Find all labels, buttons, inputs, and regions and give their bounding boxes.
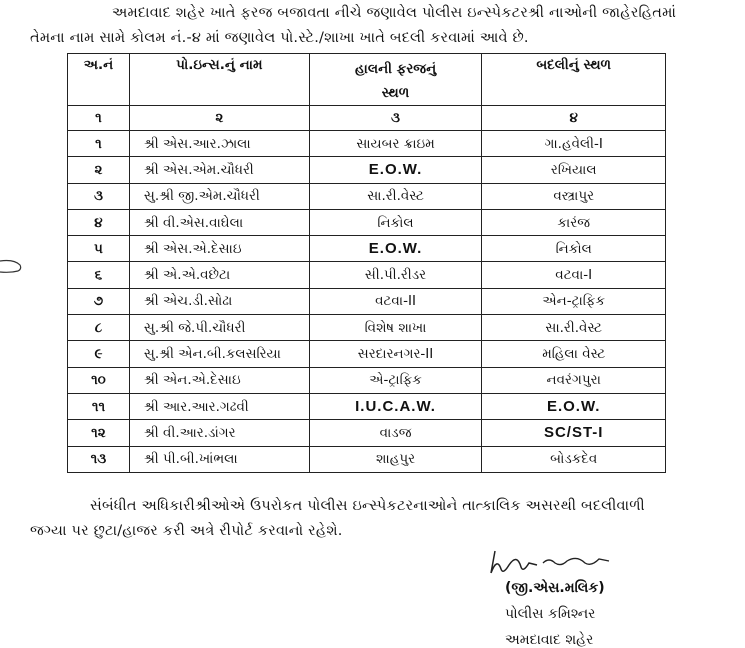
table-header-row (68, 54, 666, 106)
current-post-cell: શાહપુર (309, 446, 482, 472)
transfer-place-cell: એન-ટ્રાફિક (482, 288, 666, 314)
name-cell: શ્રી એસ.આર.ઝાલા (129, 131, 309, 157)
header-serial: અ.નં (68, 54, 130, 106)
table-row (68, 341, 666, 367)
transfer-place-cell: નિકોલ (482, 236, 666, 262)
col-number: ૩ (309, 106, 482, 131)
serial-cell: ૯ (68, 341, 130, 367)
name-cell: શ્રી વી.આર.ડાંગર (129, 420, 309, 446)
serial-cell: ૨ (68, 157, 130, 183)
serial-cell: ૪ (68, 209, 130, 235)
signatory-name: (જી.એસ.મલિક) (505, 580, 605, 596)
closing-paragraph (30, 494, 720, 544)
transfer-place-cell: મહિલા વેસ્ટ (482, 341, 666, 367)
current-post-cell: E.O.W. (309, 236, 482, 262)
serial-cell: ૫ (68, 236, 130, 262)
current-post-cell: સરદારનગર-II (309, 341, 482, 367)
column-number-row (68, 106, 666, 131)
serial-cell: ૧૨ (68, 420, 130, 446)
serial-cell: ૧૦ (68, 367, 130, 393)
current-post-cell: સી.પી.રીડર (309, 262, 482, 288)
transfer-place-cell: વસ્ત્રાપુર (482, 183, 666, 209)
current-post-cell: સા.રી.વેસ્ટ (309, 183, 482, 209)
col-number: ૨ (129, 106, 309, 131)
current-post-cell: નિકોલ (309, 209, 482, 235)
current-post-cell: સાયબર ક્રાઇમ (309, 131, 482, 157)
serial-cell: ૧૧ (68, 393, 130, 419)
table-row (68, 288, 666, 314)
serial-cell: ૩ (68, 183, 130, 209)
name-cell: શ્રી એચ.ડી.સોઢા (129, 288, 309, 314)
header-name: પો.ઇન્સ.નું નામ (129, 54, 309, 106)
transfer-place-cell: સા.રી.વેસ્ટ (482, 315, 666, 341)
serial-cell: ૮ (68, 315, 130, 341)
name-cell: શ્રી વી.એસ.વાઘેલા (129, 209, 309, 235)
name-cell: સુ.શ્રી એન.બી.કલસરિયા (129, 341, 309, 367)
table-row (68, 446, 666, 472)
transfer-place-cell: બોડકદેવ (482, 446, 666, 472)
closing-line-1: સંબંધીત અધિકારીશ્રીઓએ ઉપરોકત પોલીસ ઇન્સ્પેકટરનાઓને તાત્કાલિક અસરથી બદલીવાળી (90, 498, 645, 514)
table-row (68, 262, 666, 288)
serial-cell: ૧૩ (68, 446, 130, 472)
transfer-table (67, 53, 666, 473)
col-number: ૪ (482, 106, 666, 131)
transfer-place-cell: વટવા-I (482, 262, 666, 288)
signature-scribble (487, 547, 627, 581)
name-cell: શ્રી એસ.એમ.ચૌધરી (129, 157, 309, 183)
name-cell: શ્રી એસ.એ.દેસાઇ (129, 236, 309, 262)
transfer-place-cell: E.O.W. (482, 393, 666, 419)
name-cell: શ્રી એ.એ.વછેટા (129, 262, 309, 288)
current-post-cell: I.U.C.A.W. (309, 393, 482, 419)
signatory-title: પોલીસ કમિશ્નર (505, 606, 596, 622)
signatory-city: અમદાવાદ શહેર (505, 632, 594, 648)
transfer-place-cell: કારંજ (482, 209, 666, 235)
table-row (68, 420, 666, 446)
current-post-cell: વિશેષ શાખા (309, 315, 482, 341)
table-row (68, 315, 666, 341)
transfer-place-cell: ગા.હવેલી-I (482, 131, 666, 157)
table-row (68, 131, 666, 157)
table-row (68, 183, 666, 209)
serial-cell: ૭ (68, 288, 130, 314)
name-cell: શ્રી પી.બી.ખાંભલા (129, 446, 309, 472)
current-post-cell: E.O.W. (309, 157, 482, 183)
name-cell: શ્રી એન.એ.દેસાઇ (129, 367, 309, 393)
col-number: ૧ (68, 106, 130, 131)
page-edge-mark (0, 257, 30, 279)
closing-line-2: જગ્યા પર છુટા/હાજર કરી અત્રે રીપોર્ટ કરવાનો રહેશે. (30, 523, 343, 539)
header-transfer-place: બદલીનું સ્થળ (482, 54, 666, 106)
intro-paragraph (30, 1, 720, 51)
name-cell: સુ.શ્રી જી.એમ.ચૌધરી (129, 183, 309, 209)
current-post-cell: એ-ટ્રાફિક (309, 367, 482, 393)
name-cell: શ્રી આર.આર.ગઢવી (129, 393, 309, 419)
intro-line-1: અમદાવાદ શહેર ખાતે ફરજ બજાવતા નીચે જણાવેલ પોલીસ ઇન્સ્પેકટરશ્રી નાઓની જાહેરહિતમાં (112, 5, 677, 21)
table-row (68, 157, 666, 183)
current-post-cell: વટવા-II (309, 288, 482, 314)
table-row (68, 236, 666, 262)
intro-line-2: તેમના નામ સામે કોલમ નં.-૪ માં જણાવેલ પો.સ્ટે./શાખા ખાતે બદલી કરવામાં આવે છે. (30, 30, 529, 46)
name-cell: સુ.શ્રી જે.પી.ચૌધરી (129, 315, 309, 341)
header-current-post: હાલની ફરજનું સ્થળ (309, 54, 482, 106)
table-row (68, 393, 666, 419)
serial-cell: ૧ (68, 131, 130, 157)
table-row (68, 367, 666, 393)
transfer-place-cell: નવરંગપુરા (482, 367, 666, 393)
serial-cell: ૬ (68, 262, 130, 288)
transfer-place-cell: રખિયાલ (482, 157, 666, 183)
table-row (68, 209, 666, 235)
current-post-cell: વાડજ (309, 420, 482, 446)
transfer-place-cell: SC/ST-I (482, 420, 666, 446)
